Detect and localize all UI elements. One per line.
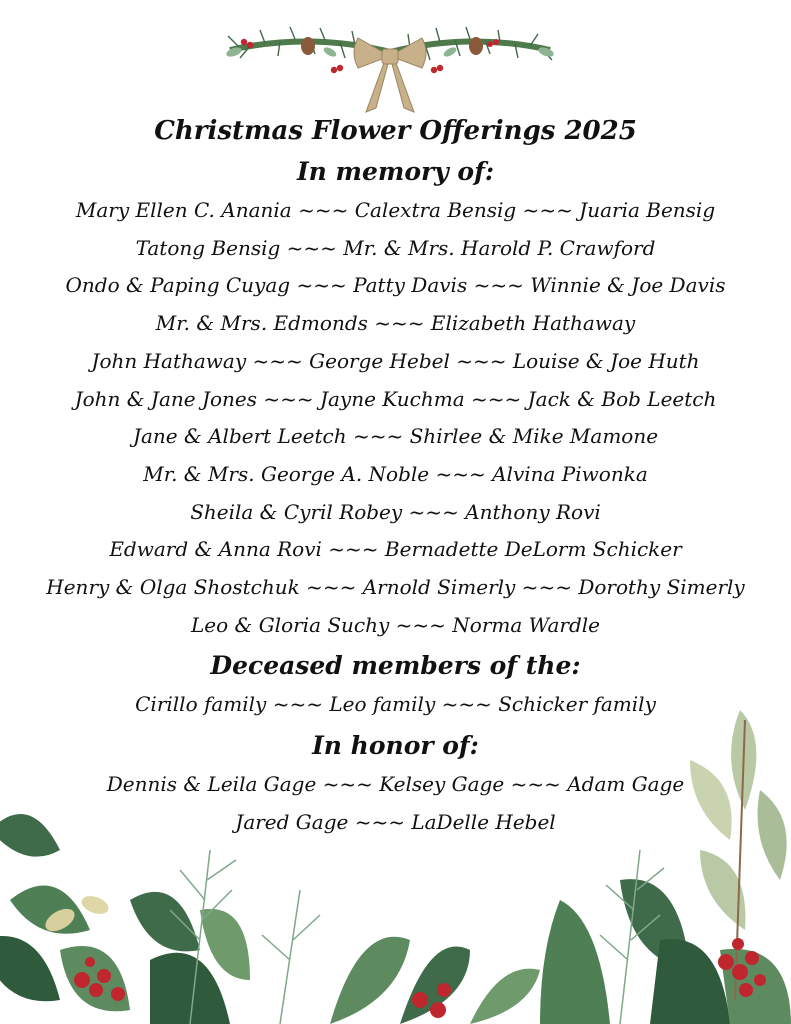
memory-line: Henry & Olga Shostchuk ~~~ Arnold Simerly ~~~ Dorothy Simerly: [46, 575, 745, 600]
document-title: Christmas Flower Offerings 2025: [154, 116, 637, 146]
honor-heading: In honor of:: [312, 731, 479, 761]
deceased-line: Cirillo family ~~~ Leo family ~~~ Schicker family: [135, 692, 656, 717]
memory-line: Mr. & Mrs. George A. Noble ~~~ Alvina Piwonka: [143, 461, 648, 486]
bow: [354, 38, 426, 112]
honor-line: Jared Gage ~~~ LaDelle Hebel: [235, 809, 556, 834]
right-greenery: [540, 710, 791, 1024]
memory-line: Sheila & Cyril Robey ~~~ Anthony Rovi: [190, 499, 601, 524]
memory-list: [0, 192, 791, 644]
deceased-heading: Deceased members of the:: [210, 651, 581, 681]
garland-bow-decoration: [220, 22, 560, 117]
holly-foliage-decoration: [0, 700, 791, 1024]
memory-line: Edward & Anna Rovi ~~~ Bernadette DeLorm Schicker: [109, 537, 682, 562]
memory-line: Tatong Bensig ~~~ Mr. & Mrs. Harold P. Crawford: [135, 235, 656, 260]
memory-line: Leo & Gloria Suchy ~~~ Norma Wardle: [191, 612, 600, 637]
memory-line: John & Jane Jones ~~~ Jayne Kuchma ~~~ Jack & Bob Leetch: [74, 386, 717, 411]
memory-heading: In memory of:: [296, 157, 495, 186]
memory-line: Mr. & Mrs. Edmonds ~~~ Elizabeth Hathaway: [155, 311, 636, 336]
memory-line: Mary Ellen C. Anania ~~~ Calextra Bensig ~~~ Juaria Bensig: [75, 198, 716, 222]
memory-line: Jane & Albert Leetch ~~~ Shirlee & Mike Mamone: [132, 424, 659, 449]
memory-line: Ondo & Paping Cuyag ~~~ Patty Davis ~~~ Winnie & Joe Davis: [65, 273, 726, 298]
left-holly-leaves: [0, 814, 250, 1024]
honor-line: Dennis & Leila Gage ~~~ Kelsey Gage ~~~ Adam Gage: [106, 772, 685, 797]
memory-line: John Hathaway ~~~ George Hebel ~~~ Louise & Joe Huth: [91, 348, 700, 373]
